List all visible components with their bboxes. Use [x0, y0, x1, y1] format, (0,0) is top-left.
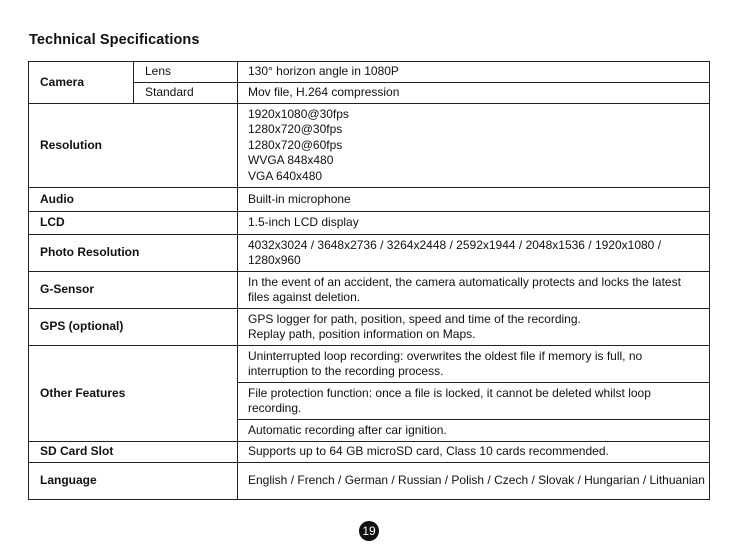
table-row	[29, 212, 710, 235]
spec-table	[28, 61, 710, 500]
spec-value-lcd: 1.5-inch LCD display	[238, 212, 710, 235]
resolution-item: 1920x1080@30fps	[248, 106, 349, 121]
spec-value-photo-resolution: 4032x3024 / 3648x2736 / 3264x2448 / 2592x1944 / 2048x1536 / 1920x1080 / 1280x960	[238, 235, 710, 272]
spec-sublabel-standard: Standard	[134, 83, 238, 104]
table-row	[29, 272, 710, 309]
spec-label-gps: GPS (optional)	[29, 309, 238, 346]
spec-value-resolution	[238, 104, 710, 188]
spec-value-other-features-1: Uninterrupted loop recording: overwrites the oldest file if memory is full, no interruption to the recording process.	[238, 346, 710, 383]
spec-value-language: English / French / German / Russian / Polish / Czech / Slovak / Hungarian / Lithuanian	[238, 463, 710, 500]
table-row	[29, 309, 710, 346]
spec-value-standard: Mov file, H.264 compression	[238, 83, 710, 104]
spec-value-other-features-3: Automatic recording after car ignition.	[238, 420, 710, 442]
spec-value-lens: 130° horizon angle in 1080P	[238, 62, 710, 83]
spec-value-audio: Built-in microphone	[238, 188, 710, 212]
table-row	[29, 188, 710, 212]
spec-label-photo-resolution: Photo Resolution	[29, 235, 238, 272]
gps-line: GPS logger for path, position, speed and time of the recording.	[248, 311, 581, 326]
spec-value-other-features-2: File protection function: once a file is locked, it cannot be deleted whilst loop recording.	[238, 383, 710, 420]
table-row	[29, 463, 710, 500]
resolution-item: VGA 640x480	[248, 168, 323, 183]
spec-label-other-features: Other Features	[29, 346, 238, 442]
gps-line: Replay path, position information on Maps.	[248, 327, 476, 341]
spec-label-sd-card: SD Card Slot	[29, 442, 238, 463]
table-row	[29, 62, 710, 83]
resolution-item: 1280x720@60fps	[248, 137, 343, 152]
spec-label-resolution: Resolution	[29, 104, 238, 188]
table-row	[29, 442, 710, 463]
spec-value-g-sensor: In the event of an accident, the camera automatically protects and locks the latest files against deletion.	[238, 272, 710, 309]
spec-label-g-sensor: G-Sensor	[29, 272, 238, 309]
resolution-item: WVGA 848x480	[248, 153, 334, 168]
page-title: Technical Specifications	[29, 32, 200, 48]
spec-value-gps	[238, 309, 710, 346]
spec-label-audio: Audio	[29, 188, 238, 212]
spec-value-sd-card: Supports up to 64 GB microSD card, Class 10 cards recommended.	[238, 442, 710, 463]
table-row	[29, 104, 710, 188]
resolution-item: 1280x720@30fps	[248, 122, 343, 137]
spec-label-language: Language	[29, 463, 238, 500]
spec-sublabel-lens: Lens	[134, 62, 238, 83]
spec-label-lcd: LCD	[29, 212, 238, 235]
page-number-badge: 19	[359, 521, 379, 541]
table-row	[29, 235, 710, 272]
spec-label-camera: Camera	[29, 62, 134, 104]
table-row	[29, 346, 710, 383]
